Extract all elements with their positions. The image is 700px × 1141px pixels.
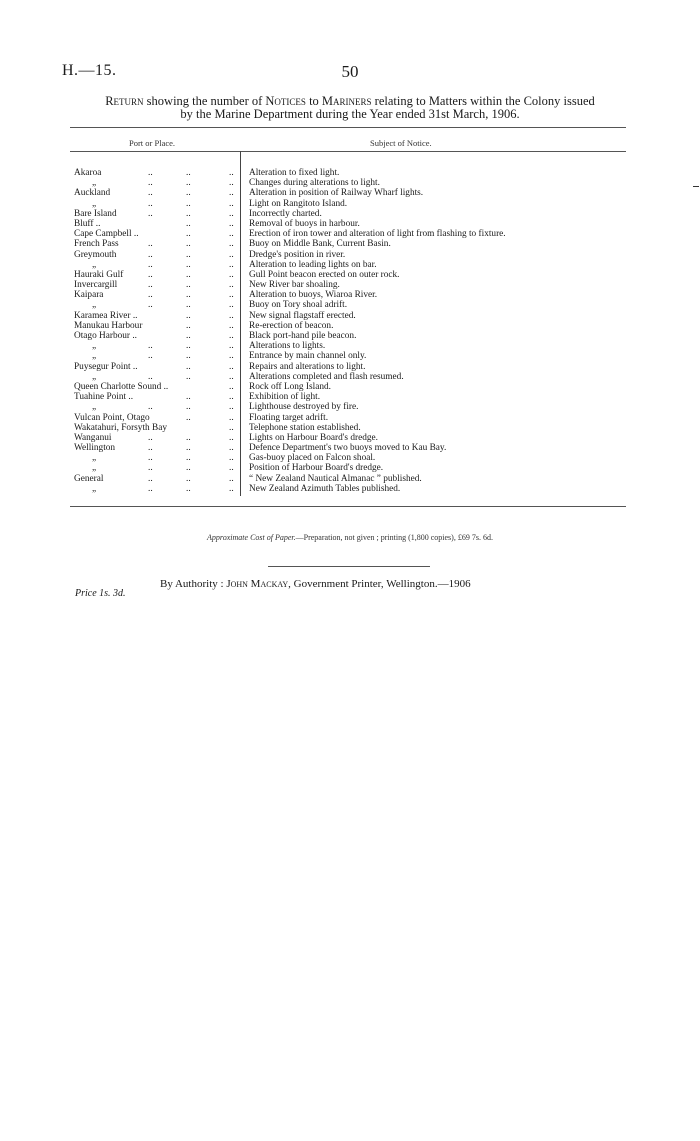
table-row xyxy=(0,290,700,300)
port-cell: „ xyxy=(92,453,97,464)
table-row xyxy=(0,433,700,443)
subject-cell: Re-erection of beacon. xyxy=(249,320,334,331)
port-cell: „ xyxy=(92,483,97,494)
leader-dots: .. xyxy=(186,453,191,464)
port-cell: Kaipara xyxy=(74,290,104,301)
table-row xyxy=(0,392,700,402)
port-cell: Vulcan Point, Otago xyxy=(74,412,150,423)
title-part-1: showing the number of xyxy=(143,94,266,108)
page-number: 50 xyxy=(341,62,359,81)
leader-dots: .. xyxy=(229,178,234,189)
subject-cell: Repairs and alterations to light. xyxy=(249,361,366,372)
port-cell: Otago Harbour .. xyxy=(74,331,137,341)
table-row xyxy=(0,250,700,260)
port-cell: General xyxy=(74,473,104,484)
port-cell: Invercargill xyxy=(74,280,118,291)
leader-dots: .. xyxy=(186,300,191,311)
table-row xyxy=(0,453,700,463)
port-cell: Auckland xyxy=(74,188,111,199)
leader-dots: .. xyxy=(148,443,153,454)
title-part-3: relating to Matters within the Colony issued xyxy=(371,94,595,108)
leader-dots: .. xyxy=(186,443,191,454)
subject-cell: New Zealand Azimuth Tables published. xyxy=(249,483,401,494)
table-row xyxy=(0,372,700,382)
port-cell: „ xyxy=(92,198,97,209)
leader-dots: .. xyxy=(148,249,153,260)
leader-dots: .. xyxy=(186,473,191,484)
leader-dots: .. xyxy=(186,341,191,352)
leader-dots: .. xyxy=(229,259,234,270)
subject-cell: Alteration to leading lights on bar. xyxy=(249,259,377,270)
leader-dots: .. xyxy=(229,300,234,311)
leader-dots: .. xyxy=(148,188,153,199)
table-row xyxy=(0,219,700,229)
subject-cell: Gull Point beacon erected on outer rock. xyxy=(249,269,400,280)
subject-cell: Erection of iron tower and alteration of light from flashing to fixture. xyxy=(249,229,506,240)
subject-cell: Buoy on Tory shoal adrift. xyxy=(249,300,348,311)
table-row xyxy=(0,239,700,249)
subject-cell: New River bar shoaling. xyxy=(249,280,340,291)
leader-dots: .. xyxy=(186,412,191,423)
leader-dots: .. xyxy=(229,483,234,494)
subject-cell: Dredge's position in river. xyxy=(249,249,346,260)
leader-dots: .. xyxy=(186,280,191,291)
title-line-2: by the Marine Department during the Year ended 31st March, 1906. xyxy=(180,107,520,121)
leader-dots: .. xyxy=(229,392,234,403)
subject-cell: Buoy on Middle Bank, Current Basin. xyxy=(249,239,391,250)
table-row xyxy=(0,270,700,280)
leader-dots: .. xyxy=(148,300,153,311)
table-row xyxy=(0,443,700,453)
leader-dots: .. xyxy=(186,259,191,270)
table-row xyxy=(0,474,700,484)
title-word-notices: Notices xyxy=(265,94,306,108)
table-row xyxy=(0,382,700,392)
notices-table xyxy=(0,168,700,494)
port-cell: French Pass xyxy=(74,239,119,250)
subject-cell: Alterations completed and flash resumed. xyxy=(249,371,404,382)
leader-dots: .. xyxy=(148,280,153,291)
port-cell: Manukau Harbour xyxy=(74,320,143,331)
leader-dots: .. xyxy=(229,239,234,250)
port-cell: „ xyxy=(92,259,97,270)
leader-dots: .. xyxy=(229,443,234,454)
leader-dots: .. xyxy=(148,483,153,494)
leader-dots: .. xyxy=(229,290,234,301)
leader-dots: .. xyxy=(148,432,153,443)
leader-dots: .. xyxy=(229,208,234,219)
leader-dots: .. xyxy=(148,198,153,209)
leader-dots: .. xyxy=(186,198,191,209)
table-row xyxy=(0,168,700,178)
cost-label: Approximate Cost of Paper. xyxy=(207,533,296,542)
port-cell: Bare Island xyxy=(74,208,117,219)
footer-rule xyxy=(268,566,430,567)
leader-dots: .. xyxy=(148,239,153,250)
leader-dots: .. xyxy=(229,453,234,464)
leader-dots: .. xyxy=(148,341,153,352)
leader-dots: .. xyxy=(186,361,191,372)
table-row xyxy=(0,413,700,423)
port-cell: Bluff .. xyxy=(74,218,101,229)
leader-dots: .. xyxy=(186,229,191,240)
port-cell: „ xyxy=(92,178,97,189)
leader-dots: .. xyxy=(229,310,234,321)
table-top-rule xyxy=(70,127,626,128)
leader-dots: .. xyxy=(186,392,191,403)
subject-cell: Alteration to buoys, Wiaroa River. xyxy=(249,290,378,301)
table-row xyxy=(0,280,700,290)
title-part-2: to xyxy=(305,94,322,108)
subject-cell: Removal of buoys in harbour. xyxy=(249,218,360,229)
subject-cell: New signal flagstaff erected. xyxy=(249,310,356,321)
leader-dots: .. xyxy=(229,341,234,352)
table-row xyxy=(0,331,700,341)
table-row xyxy=(0,229,700,239)
table-row xyxy=(0,321,700,331)
port-cell: Puysegur Point .. xyxy=(74,361,138,372)
port-cell: „ xyxy=(92,341,97,352)
leader-dots: .. xyxy=(229,463,234,474)
leader-dots: .. xyxy=(186,331,191,341)
leader-dots: .. xyxy=(186,483,191,494)
port-cell: Greymouth xyxy=(74,249,117,260)
table-row xyxy=(0,423,700,433)
subject-cell: Entrance by main channel only. xyxy=(249,351,367,362)
leader-dots: .. xyxy=(186,249,191,260)
leader-dots: .. xyxy=(186,351,191,362)
subject-cell: Alteration in position of Railway Wharf lights. xyxy=(249,188,424,199)
leader-dots: .. xyxy=(186,208,191,219)
port-cell: Tuahine Point .. xyxy=(74,392,134,403)
leader-dots: .. xyxy=(148,371,153,382)
leader-dots: .. xyxy=(186,269,191,280)
leader-dots: .. xyxy=(148,269,153,280)
leader-dots: .. xyxy=(229,249,234,260)
leader-dots: .. xyxy=(229,371,234,382)
cost-text: —Preparation, not given ; printing (1,800 copies), £69 7s. 6d. xyxy=(295,533,493,542)
leader-dots: .. xyxy=(229,280,234,291)
leader-dots: .. xyxy=(148,453,153,464)
table-row xyxy=(0,209,700,219)
table-row xyxy=(0,199,700,209)
table-row xyxy=(0,260,700,270)
leader-dots: .. xyxy=(229,320,234,331)
table-row xyxy=(0,300,700,310)
leader-dots: .. xyxy=(229,168,234,178)
leader-dots: .. xyxy=(229,188,234,199)
subject-cell: Incorrectly charted. xyxy=(249,208,322,219)
subject-cell: Lights on Harbour Board's dredge. xyxy=(249,432,378,443)
leader-dots: .. xyxy=(229,402,234,413)
subject-cell: Exhibition of light. xyxy=(249,392,321,403)
subject-cell: Telephone station established. xyxy=(249,422,361,433)
leader-dots: .. xyxy=(148,259,153,270)
title-word-mariners: Mariners xyxy=(321,94,372,108)
subject-cell: Lighthouse destroyed by fire. xyxy=(249,402,359,413)
leader-dots: .. xyxy=(148,463,153,474)
printer-name: John Mackay xyxy=(226,578,289,590)
subject-cell: Alteration to fixed light. xyxy=(249,168,340,178)
leader-dots: .. xyxy=(148,208,153,219)
port-cell: Hauraki Gulf xyxy=(74,269,124,280)
port-cell: „ xyxy=(92,351,97,362)
leader-dots: .. xyxy=(186,178,191,189)
leader-dots: .. xyxy=(229,269,234,280)
leader-dots: .. xyxy=(229,351,234,362)
leader-dots: .. xyxy=(186,188,191,199)
leader-dots: .. xyxy=(148,402,153,413)
leader-dots: .. xyxy=(229,198,234,209)
table-row xyxy=(0,311,700,321)
leader-dots: .. xyxy=(229,331,234,341)
leader-dots: .. xyxy=(229,381,234,392)
subject-cell: Defence Department's two buoys moved to Kau Bay. xyxy=(249,443,447,454)
header-rule xyxy=(70,151,626,152)
leader-dots: .. xyxy=(186,310,191,321)
leader-dots: .. xyxy=(186,290,191,301)
table-row xyxy=(0,341,700,351)
port-cell: „ xyxy=(92,300,97,311)
port-cell: Akaroa xyxy=(74,168,102,178)
port-cell: Karamea River .. xyxy=(74,310,138,321)
table-row xyxy=(0,351,700,361)
leader-dots: .. xyxy=(148,290,153,301)
subject-cell: Alterations to lights. xyxy=(249,341,326,352)
price-note: Price 1s. 3d. xyxy=(75,588,126,599)
leader-dots: .. xyxy=(229,361,234,372)
column-header-subject: Subject of Notice. xyxy=(370,138,432,148)
leader-dots: .. xyxy=(229,218,234,229)
subject-cell: Rock off Long Island. xyxy=(249,381,331,392)
column-header-port: Port or Place. xyxy=(129,138,176,148)
title-word-return: Return xyxy=(105,94,144,108)
leader-dots: .. xyxy=(186,218,191,229)
leader-dots: .. xyxy=(186,239,191,250)
leader-dots: .. xyxy=(186,432,191,443)
port-cell: „ xyxy=(92,463,97,474)
subject-cell: Floating target adrift. xyxy=(249,412,329,423)
page-title xyxy=(70,95,630,121)
leader-dots: .. xyxy=(229,473,234,484)
leader-dots: .. xyxy=(186,463,191,474)
leader-dots: .. xyxy=(229,422,234,433)
leader-dots: .. xyxy=(229,412,234,423)
port-cell: Cape Campbell .. xyxy=(74,229,139,240)
leader-dots: .. xyxy=(148,178,153,189)
table-row xyxy=(0,402,700,412)
printer-details: , Government Printer, Wellington.—1906 xyxy=(288,578,471,590)
leader-dots: .. xyxy=(229,229,234,240)
printer-imprint xyxy=(160,578,471,590)
leader-dots: .. xyxy=(229,432,234,443)
by-authority-label: By Authority : xyxy=(160,578,224,590)
subject-cell: “ New Zealand Nautical Almanac ” published. xyxy=(249,473,422,484)
leader-dots: .. xyxy=(148,168,153,178)
margin-mark xyxy=(693,186,699,187)
table-row xyxy=(0,463,700,473)
leader-dots: .. xyxy=(186,402,191,413)
leader-dots: .. xyxy=(186,371,191,382)
port-cell: „ xyxy=(92,371,97,382)
leader-dots: .. xyxy=(148,351,153,362)
table-row xyxy=(0,362,700,372)
subject-cell: Gas-buoy placed on Falcon shoal. xyxy=(249,453,376,464)
cost-note xyxy=(0,533,700,542)
port-cell: „ xyxy=(92,402,97,413)
leader-dots: .. xyxy=(186,168,191,178)
document-reference: H.—15. xyxy=(62,62,117,79)
subject-cell: Position of Harbour Board's dredge. xyxy=(249,463,384,474)
table-row xyxy=(0,484,700,494)
subject-cell: Black port-hand pile beacon. xyxy=(249,331,357,341)
port-cell: Wanganui xyxy=(74,432,112,443)
leader-dots: .. xyxy=(148,473,153,484)
port-cell: Wakatahuri, Forsyth Bay xyxy=(74,422,167,433)
table-row xyxy=(0,188,700,198)
subject-cell: Light on Rangitoto Island. xyxy=(249,198,348,209)
subject-cell: Changes during alterations to light. xyxy=(249,178,380,189)
port-cell: Queen Charlotte Sound .. xyxy=(74,381,169,392)
table-row xyxy=(0,178,700,188)
port-cell: Wellington xyxy=(74,443,116,454)
table-bottom-rule xyxy=(70,506,626,507)
leader-dots: .. xyxy=(186,320,191,331)
